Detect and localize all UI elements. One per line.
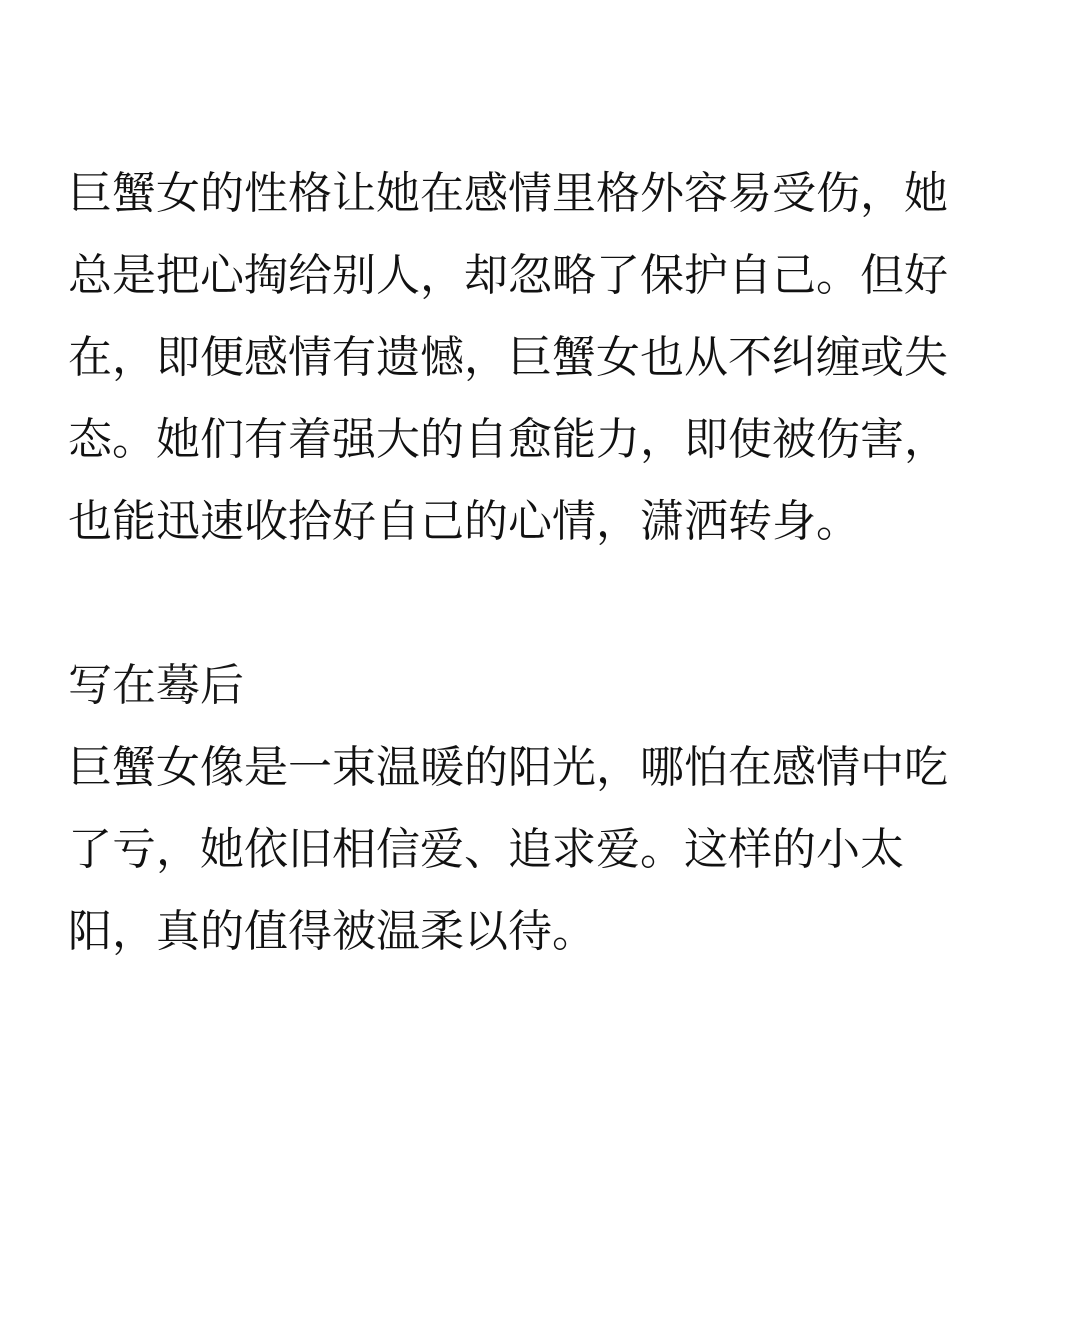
paragraph-1-line-2: 总是把心掏给别人，却忽略了保护自己。但好 — [68, 250, 948, 301]
paragraph-2-line-1: 巨蟹女像是一束温暖的阳光，哪怕在感情中吃 — [68, 742, 948, 793]
paragraph-1-line-4: 态。她们有着强大的自愈能力，即使被伤害， — [68, 414, 948, 465]
paragraph-1-line-5: 也能迅速收拾好自己的心情，潇洒转身。 — [68, 496, 860, 547]
section-heading: 写在蓦后 — [68, 660, 244, 711]
paragraph-1-line-3: 在，即便感情有遗憾，巨蟹女也从不纠缠或失 — [68, 332, 948, 383]
paragraph-1-line-1: 巨蟹女的性格让她在感情里格外容易受伤，她 — [68, 168, 948, 219]
paragraph-2-line-3: 阳，真的值得被温柔以待。 — [68, 906, 596, 957]
paragraph-2-line-2: 了亏，她依旧相信爱、追求爱。这样的小太 — [68, 824, 904, 875]
